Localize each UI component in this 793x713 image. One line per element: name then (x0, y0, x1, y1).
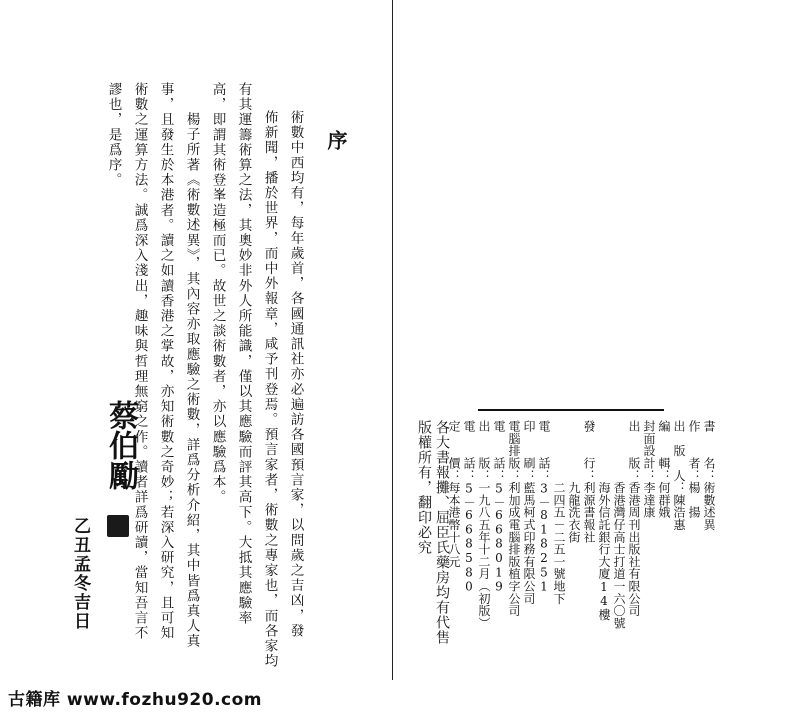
preface-title: 序 (324, 130, 348, 150)
colophon-line: 海外信託銀行大廈14樓 (597, 420, 611, 621)
preface-column: 事，且發生於本港者。讀之如讀香港之掌故，亦知術數之奇妙；若深入研究，且可知 (157, 82, 174, 641)
colophon-line: 電腦排版：利加成電腦排版植字公司 (507, 420, 521, 617)
colophon-line: 電 話：5－668580 (462, 420, 476, 594)
preface-column: 佈新聞，播於世界，而中外報章，咸予刊登焉。預言家者，術數之專家也，而各家均 (261, 110, 278, 669)
colophon-line: 電 話：5－668019 (492, 420, 506, 594)
colophon-line: 書 名：術數述異 (702, 420, 716, 531)
colophon-line: 九龍洗衣街 (567, 420, 581, 543)
colophon-line: 發 行：利源書報社 (582, 420, 596, 543)
preface-signature: 蔡伯勵 (103, 400, 138, 490)
colophon-line: 印 刷：藍馬柯式印務有限公司 (522, 420, 536, 605)
preface-column: 有其運籌術算之法，其奧妙非外人所能識，僅以其應驗而評其高下。大抵其應驗率 (235, 82, 252, 626)
colophon-rule (478, 409, 664, 411)
colophon-line: 電 話：3－818251 (537, 420, 551, 594)
colophon-page (393, 0, 793, 680)
sales-notice: 各大書報攤、屈臣氏藥房均有代售 (434, 420, 450, 645)
colophon-line: 香港灣仔高士打道一六〇號 (612, 420, 626, 630)
preface-date: 乙丑孟冬吉日 (70, 517, 90, 631)
preface-column: 謬也，是爲序。 (105, 82, 122, 188)
author-seal (107, 515, 129, 537)
preface-column: 術數中西均有，每年歲首，各國通訊社亦必遍訪各國預言家，以問歲之吉凶，發 (287, 110, 304, 639)
colophon-line: 出 版：香港周刊出版社有限公司 (627, 420, 641, 617)
colophon-line: 出 版 人：陳浩惠 (672, 420, 686, 531)
colophon-line: 作 者：楊 揚 (687, 420, 701, 519)
preface-column: 術數之運算方法。誠爲深入淺出，趣味與哲理無窮之作。讀者詳爲研讀，當知吾言不 (131, 82, 148, 641)
colophon-line: 二四五－二五一號地下 (552, 420, 566, 605)
copyright-notice: 版權所有，翻印必究 (416, 420, 432, 555)
colophon-line: 封面設計：李達康 (642, 420, 656, 519)
preface-column: 楊子所著《術數述異》，其內容亦取應驗之術數，詳爲分析介紹，其中皆爲真人真 (183, 112, 200, 649)
colophon-line: 出 版：一九八五年十二月（初版） (477, 420, 491, 630)
colophon-line: 編 輯：何群娥 (657, 420, 671, 519)
site-watermark: 古籍库 www.fozhu920.com (8, 690, 262, 710)
preface-page (0, 0, 394, 680)
preface-column: 高，即謂其術登峯造極而已。故世之談術數者，亦以應驗爲本。 (209, 82, 226, 505)
colophon-line: 定 價：每本港幣十八元 (447, 420, 461, 568)
